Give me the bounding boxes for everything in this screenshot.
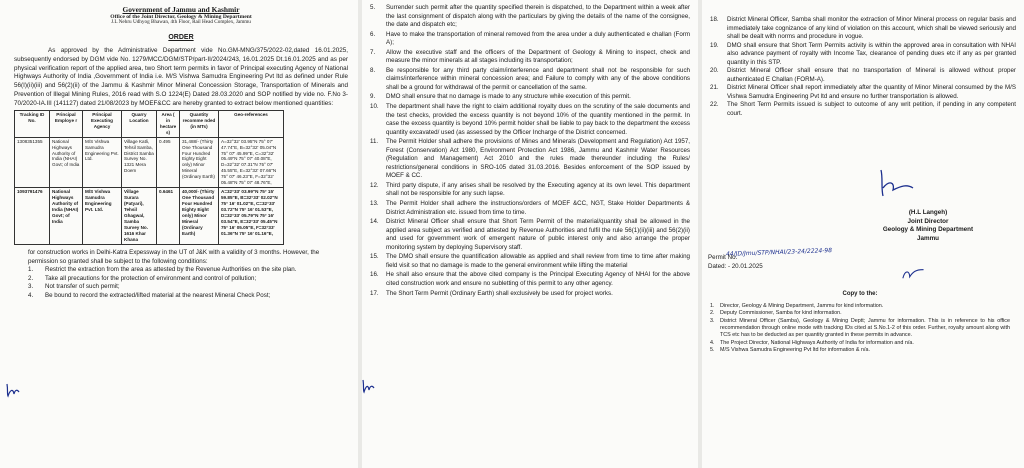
item-text: DMO shall ensure that Short Term Permits activity is within the approved area in consultation with NHAI also advance payment of royalty with Income Tax, clearance of pending dues etc if any as per granted quantity in this STP. <box>727 41 1016 66</box>
list-item <box>710 67 1016 84</box>
item-text: Not transfer of such permit; <box>45 283 120 291</box>
list-item <box>370 182 690 199</box>
list-item <box>710 318 1010 340</box>
conditions-list-page-1 <box>14 266 348 300</box>
item-number: 1. <box>28 266 34 274</box>
item-number: 6. <box>370 30 376 38</box>
list-item <box>710 310 1010 317</box>
signatory-designation: Joint Director <box>907 217 949 225</box>
cell-geo-references: A=32°32' 03.95"N 75° 07' 47.74"E, B=32°32' 05.04"N 75° 07' 45.99"E, C=32°32' 05.49"N 75° 07' 40.08"E, D=32°32' 07.31"N 75° 07' 45.55"E, E=32°32' 07.66"N 75° 07' 46.23"E, F=32°32' 05.48"N 75° 07' 48.76"E, <box>219 137 284 188</box>
item-text: Director, Geology & Mining Department, Jammu for kind information. <box>720 303 884 310</box>
list-item <box>710 42 1016 68</box>
item-text: Surrender such permit after the quantity specified therein is dispatched, to the Department within a week after the last consignment of dispatch along with the particulars by giving the details of the name of the consignee, the date and dispatch etc; <box>386 4 690 29</box>
item-text: District Mineral Officer shall ensure that no transportation of Mineral is allowed without proper authenticated E Challan (FORM-A). <box>727 67 1016 83</box>
after-table-text: for construction works in Delhi-Katra Expessway in the UT of J&K with a validity of 3 months. However, the permission so granted shall be subject to the following conditions: <box>28 249 320 265</box>
list-item <box>370 49 690 66</box>
item-number: 4. <box>28 291 34 299</box>
item-number: 5. <box>370 4 376 11</box>
item-number: 12. <box>370 181 379 189</box>
signatory-name: (H.L Langeh) <box>908 209 948 216</box>
letterhead-office: Office of the Joint Director, Geology & Mining Department <box>110 14 252 21</box>
cell-quarry-location: Village Katli, Tehsil Samba, District Samba Survey No. 1321 Mera Doem <box>122 137 157 188</box>
letterhead-address: J.L Nehru Udhyog Bhawan, 4th Floor, Rail Head Complex, Jammu <box>111 19 251 26</box>
handwritten-signature <box>873 168 917 198</box>
item-text: M/S Vishwa Samudra Engineering Pvt ltd for information & n/a. <box>720 346 871 353</box>
col-area: Area ( in hectare s) <box>157 110 180 137</box>
cell-tracking-id: 1308351355 <box>15 137 50 188</box>
list-item <box>370 253 690 270</box>
col-quarry-location: Quarry Location <box>122 110 157 137</box>
item-number: 9. <box>370 93 376 101</box>
item-text: Have to make the transportation of mineral removed from the area under a duly authenticated e challan (Form A); <box>386 30 690 47</box>
item-text: Be responsible for any third party claim/interference and department shall not be responsible for such claims/interference within mineral concession area; and Failure to comply with any of the above conditions shall be a ground for withdrawal of the permit or cancellation of the same. <box>386 66 690 91</box>
item-text: Restrict the extraction from the area as attested by the Revenue Authorities on the site plan. <box>45 266 297 274</box>
item-number: 18. <box>710 16 719 23</box>
list-item <box>710 101 1016 118</box>
list-item <box>710 16 1016 42</box>
item-number: 4. <box>710 339 715 346</box>
copy-to-title: Copy to the: <box>842 291 878 297</box>
item-number: 14. <box>370 218 379 226</box>
list-item <box>28 283 348 292</box>
item-text: The DMO shall ensure the quantification allowable as applied and shall review from time to time after making field visit so that no damage is made to the general environment while lifting the material <box>386 253 690 269</box>
item-number: 10. <box>370 103 379 111</box>
signatory-place: Jammu <box>916 234 940 242</box>
col-quantity: Quantity recomme nded (in MTs) <box>180 110 219 137</box>
item-number: 3. <box>710 317 715 324</box>
item-number: 2. <box>28 274 34 282</box>
item-number: 21. <box>710 84 719 92</box>
item-text: Third party dispute, if any arises shall be resolved by the Executing agency at its own level. This department shall not be responsible for any such lapse. <box>386 181 690 198</box>
cell-area: 0.6461 <box>157 188 180 245</box>
signatory-department: Geology & Mining Department <box>882 226 974 233</box>
list-item <box>370 67 690 93</box>
item-text: The Permit Holder shall adhere the instructions/orders of MOEF &CC, NGT, Stake Holder Departments & District Administration etc. issued from time to time. <box>386 200 690 216</box>
item-text: The Project Director, National Highways Authority of India for information and n/a. <box>720 339 914 346</box>
permit-number-block <box>708 254 763 272</box>
list-item <box>370 93 690 102</box>
permit-table-header <box>15 110 284 137</box>
item-text: Take all precautions for the protection of environment and control of pollution; <box>45 274 257 282</box>
col-principal-employer: Principal Employe r <box>50 110 83 137</box>
conditions-list-page-2 <box>370 4 690 298</box>
item-text: District Mineral Officer (Samba), Geology & Mining Deptt; Jammu for information. This is in reference to his office recommendation through online mode with tracking IDs cited at S.No.1-2 of this order. Further, royalty amount along with TCS etc has to be deducted as per quantity granted in these permits in advance. <box>720 317 1010 339</box>
item-text: He shall also ensure that the above cited company is the Principal Executing Agency of NHAI for the above cited construction work and ensure no subletting of this permit to any other agency. <box>386 271 690 287</box>
col-geo-references: Geo-references <box>219 110 284 137</box>
permit-table <box>14 110 284 245</box>
cell-quantity: 31,488/- (Thirty One Thousand Four Hundred Eighty Eight only) Minor Mineral (Ordinary Earth) <box>180 137 219 188</box>
cell-principal-employer: National Highways Authority of India (NHAI) Govt; of India <box>50 137 83 188</box>
item-number: 3. <box>28 283 34 291</box>
cell-executing-agency: M/S Vishwa Samudra Engineering Pvt. Ltd. <box>83 137 122 188</box>
item-text: The Short Term Permit (Ordinary Earth) shall exclusively be used for project works. <box>386 289 613 297</box>
item-text: Be bound to record the extracted/lifted material at the nearest Mineral Check Post; <box>45 291 271 299</box>
item-text: DMO shall ensure that no damage is made to any structure while execution of this permit. <box>386 93 631 101</box>
item-number: 15. <box>370 253 379 261</box>
handwritten-initial-mark <box>4 382 22 398</box>
list-item <box>28 266 348 275</box>
order-intro-paragraph: As approved by the Administrative Department vide No.GM-MNG/375/2022-02,dated 16.01.2025, subsequently endorsed by DGM vide No. 1279/MCC/DGM/STP/part-II/2024/243, 16.01.2025 Dt.16.01.2025 and as per physical verification report of the applied area, two Short term permits in favor of Principal executing Agency of National Highways Authority of India ,Government of India i.e. M/S Vishwa Samudra Engineering Pvt ltd as defined under Rule 56(I)(ii)(iii) and 56(2)(ii) of the Jammu & Kashmir Minor Mineral Concession Storage, Transportation of Minerals and Prevention of Illegal Mining Rules, 2016 read with S.O 1224(E) Dated 28.03.2020 and SOP notified by vide no. F.No 3-70/2020-IA.III (141127) dated 21/08/2023 by MOEF&CC are hereby granted to extract below mentioned quantities: <box>14 47 348 107</box>
list-item <box>370 271 690 288</box>
list-item <box>710 340 1010 347</box>
item-number: 16. <box>370 271 379 279</box>
list-item <box>370 200 690 217</box>
cell-geo-references: A=32°33' 03.99"N 75° 15' 59.85"E, B=32°33' 02.02"N 75° 16' 01.02"E, C=32°33' 03.72"N 75° 16' 01.53"E, D=32°33' 05.79"N 75° 16' 03.54"E, E=32°33' 05.45"N 75° 16' 05.05"E, F=32°33' 01.36"N 75° 16' 01.16"E, <box>219 188 284 245</box>
item-number: 7. <box>370 48 376 56</box>
item-text: Deputy Commissioner, Samba for kind information. <box>720 310 842 317</box>
item-text: The Short Term Permits issued is subject to outcome of any writ petition, if pending in any competent court. <box>727 101 1016 118</box>
list-item <box>370 138 690 181</box>
item-number: 5. <box>710 346 715 353</box>
permit-date: Dated: - 20.01.2025 <box>708 262 763 270</box>
order-title: ORDER <box>168 34 194 41</box>
item-number: 17. <box>370 289 379 297</box>
list-item <box>370 103 690 137</box>
letterhead-government: Government of Jammu and Kashmir <box>122 5 240 14</box>
cell-area: 0.495 <box>157 137 180 188</box>
letterhead <box>14 6 348 26</box>
item-number: 2. <box>710 310 715 317</box>
item-number: 11. <box>370 138 379 146</box>
item-text: The department shall have the right to claim additional royalty dues on the scrutiny of the sale documents and the test checks, provided the excess quantity is not beyond 10% of the quantity mentioned in the permit. In case the excess quantity is beyond 10% permit holder shall be liable to pay back to the department the excess quantity excavated/ used (as assessed by the Officer Incharge of the District concerned. <box>386 103 690 136</box>
item-number: 13. <box>370 200 379 208</box>
cell-executing-agency: M/S Vishwa Samudra Engineering Pvt. Ltd. <box>83 188 122 245</box>
item-text: Allow the executive staff and the officers of the Department of Geology & Mining to inspect, check and measure the minor minerals at all stages including its transportation; <box>386 48 690 65</box>
list-item <box>28 275 348 284</box>
list-item <box>370 4 690 30</box>
cell-principal-employer: National Highways Authority of India (NHAI) Govt; of India <box>50 188 83 245</box>
handwritten-permit-reference: 44/JD/Jmu/STP/NHAI/23-24/2224-98 <box>725 247 833 258</box>
item-number: 1. <box>710 303 715 310</box>
conditions-list-page-3 <box>710 16 1016 119</box>
table-row <box>15 137 284 188</box>
item-number: 19. <box>710 41 719 49</box>
list-item <box>710 303 1010 310</box>
list-item <box>370 218 690 252</box>
list-item <box>710 84 1016 101</box>
item-text: District Mineral Officer, Samba shall monitor the extraction of Minor Mineral process on regular basis and immediately take cognizance of any kind of violation on this account, which shall be viewed seriously and shall be dealt with norms and procedure in vogue. <box>727 16 1016 41</box>
item-number: 20. <box>710 67 719 75</box>
col-tracking-id: Tracking ID No. <box>15 110 50 137</box>
item-text: The Permit Holder shall adhere the provisions of Mines and Minerals (Development and Regulation) Act 1957, Forest (Conservation) Act 1980, Environment Protection Act 1986, Jammu and Kashmir Water Resources (Regulation and Management) Act 2010 and the rules made thereunder including the Rules/ restrictions/general conditions in SRO-105 dated 31.03.2016. Besides enforcement of the SOP issued by MOEF & CC. <box>386 138 690 180</box>
item-number: 8. <box>370 66 376 74</box>
order-page-2 <box>362 0 698 468</box>
order-page-1 <box>0 0 358 468</box>
cell-tracking-id: 1093791476 <box>15 188 50 245</box>
list-item <box>370 290 690 299</box>
list-item <box>28 292 348 301</box>
cell-quarry-location: Village Surara (Patyari), Tehsil Ghagwal, Samba Survey No. 1616 Khar Khana <box>122 188 157 245</box>
item-text: District Mineral Officer shall ensure that Short Term Permit of the material/quantity shall be allowed in the applied area subject as verified and attested by Revenue Authorities and fulfil the rule 56(1)(ii)(iii) and 56(2)(ii) and used for government work of emergent nature of public interest only and also arrange the proper monitoring system by deploying Supervisory staff. <box>386 218 690 251</box>
cell-quantity: 40,000/- (Thirty One Thousand Four Hundred Eighty Eight only) Minor Mineral (Ordinary Earth) <box>180 188 219 245</box>
list-item <box>370 31 690 48</box>
item-number: 22. <box>710 101 719 109</box>
col-executing-agency: Principal Executing Agency <box>83 110 122 137</box>
signatory-block <box>838 209 1018 243</box>
handwritten-initial-mark <box>362 378 376 394</box>
copy-to-block <box>710 290 1010 354</box>
list-item <box>710 347 1010 354</box>
item-text: District Mineral Officer shall report immediately after the quantity of Minor Mineral consumed by the M/S Vishwa Samudra Engineering Pvt ltd and ensure no further transportation is allowed. <box>727 84 1016 100</box>
table-row <box>15 188 284 245</box>
permit-number-label: Permit No. <box>708 254 738 261</box>
